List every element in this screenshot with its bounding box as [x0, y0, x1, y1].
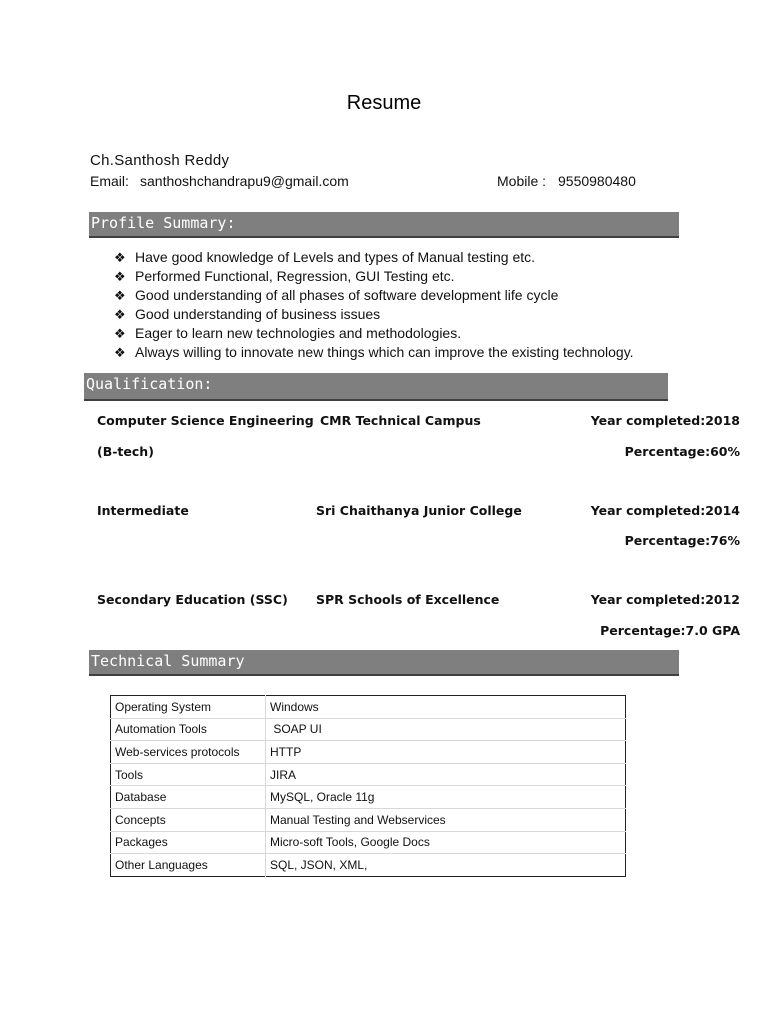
- table-row: [111, 696, 626, 719]
- table-key-cell: Web-services protocols: [111, 741, 266, 764]
- diamond-bullet-icon: ❖: [114, 346, 126, 361]
- email-label: Email:: [90, 173, 129, 189]
- table-key-cell: Automation Tools: [111, 718, 266, 741]
- diamond-bullet-icon: ❖: [114, 308, 126, 323]
- email-value: santhoshchandrapu9@gmail.com: [140, 173, 349, 189]
- table-key-cell: Other Languages: [111, 854, 266, 877]
- table-key-cell: Database: [111, 786, 266, 809]
- technical-summary-heading: Technical Summary: [89, 650, 679, 676]
- qualification-heading: Qualification:: [84, 373, 668, 401]
- list-item: ❖ Good understanding of all phases of software development life cycle: [114, 287, 559, 304]
- mobile-value: 9550980480: [558, 173, 636, 189]
- table-row: [111, 718, 626, 741]
- qualification-institute: SPR Schools of Excellence: [316, 592, 500, 607]
- diamond-bullet-icon: ❖: [114, 327, 126, 342]
- table-row: [111, 786, 626, 809]
- list-item: ❖ Good understanding of business issues: [114, 306, 381, 323]
- mobile-label: Mobile :: [497, 173, 547, 189]
- table-value-cell: SOAP UI: [266, 718, 626, 741]
- table-row: [111, 741, 626, 764]
- technical-summary-table: [110, 695, 626, 877]
- table-value-cell: JIRA: [266, 763, 626, 786]
- table-value-cell: HTTP: [266, 741, 626, 764]
- table-key-cell: Tools: [111, 763, 266, 786]
- qualification-institute: CMR Technical Campus: [320, 413, 481, 428]
- qualification-year: Year completed:2012: [590, 592, 740, 607]
- diamond-bullet-icon: ❖: [114, 289, 126, 304]
- table-value-cell: SQL, JSON, XML,: [266, 854, 626, 877]
- table-row: [111, 808, 626, 831]
- table-row: [111, 854, 626, 877]
- qualification-course-detail: (B-tech): [97, 444, 154, 459]
- qualification-course: Intermediate: [97, 503, 189, 518]
- list-item: ❖ Eager to learn new technologies and methodologies.: [114, 325, 462, 342]
- diamond-bullet-icon: ❖: [114, 270, 126, 285]
- list-item: ❖ Always willing to innovate new things which can improve the existing technology.: [114, 344, 634, 361]
- qualification-course: Secondary Education (SSC): [97, 592, 288, 607]
- qualification-course: Computer Science Engineering: [97, 413, 314, 428]
- table-value-cell: Manual Testing and Webservices: [266, 808, 626, 831]
- table-key-cell: Operating System: [111, 696, 266, 719]
- qualification-score: Percentage:76%: [624, 533, 740, 548]
- qualification-institute: Sri Chaithanya Junior College: [316, 503, 522, 518]
- table-value-cell: Windows: [270, 699, 319, 714]
- list-item: ❖ Performed Functional, Regression, GUI Testing etc.: [114, 268, 455, 285]
- qualification-score: Percentage:7.0 GPA: [600, 623, 740, 638]
- qualification-year: Year completed:2014: [590, 503, 740, 518]
- table-key-cell: Packages: [111, 831, 266, 854]
- table-value-cell: MySQL, Oracle 11g: [266, 786, 626, 809]
- table-row: [111, 831, 626, 854]
- list-item: ❖ Have good knowledge of Levels and types of Manual testing etc.: [114, 249, 536, 266]
- profile-summary-list: [114, 248, 634, 362]
- table-key-cell: Concepts: [111, 808, 266, 831]
- qualification-year: Year completed:2018: [590, 413, 740, 428]
- diamond-bullet-icon: ❖: [114, 251, 126, 266]
- resume-title: Resume: [346, 92, 422, 114]
- table-value-cell: Micro-soft Tools, Google Docs: [266, 831, 626, 854]
- qualification-score: Percentage:60%: [624, 444, 740, 459]
- profile-summary-heading: Profile Summary:: [89, 212, 679, 238]
- candidate-name: Ch.Santhosh Reddy: [90, 152, 230, 169]
- table-row: [111, 763, 626, 786]
